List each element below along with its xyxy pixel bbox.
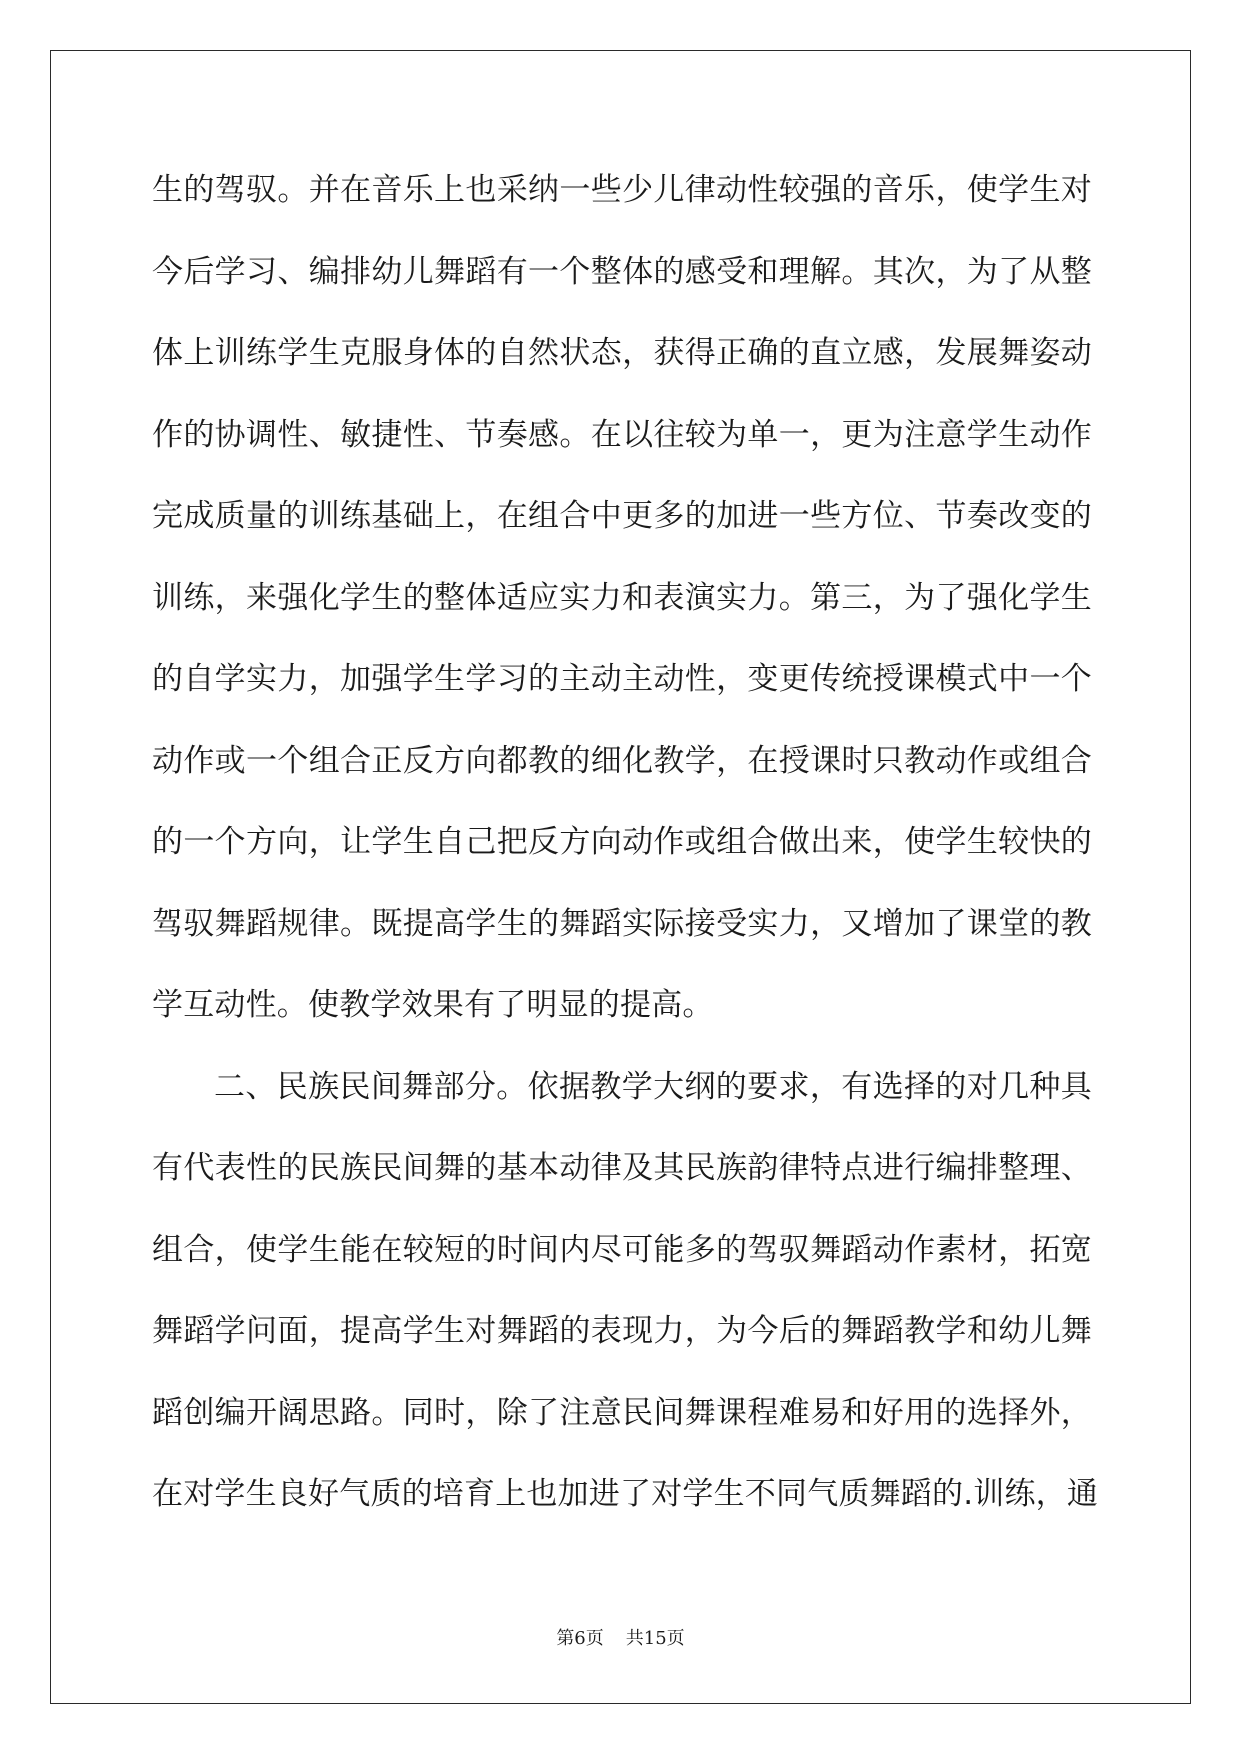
text-line: 完成质量的训练基础上，在组合中更多的加进一些方位、节奏改变的 xyxy=(152,498,1092,534)
text-line: 学互动性。使教学效果有了明显的提高。 xyxy=(152,987,714,1023)
text-line: 的一个方向，让学生自己把反方向动作或组合做出来，使学生较快的 xyxy=(152,824,1092,860)
text-line: 今后学习、编排幼儿舞蹈有一个整体的感受和理解。其次，为了从整 xyxy=(152,253,1092,290)
text-line: 作的协调性、敏捷性、节奏感。在以往较为单一，更为注意学生动作 xyxy=(152,416,1092,453)
text-line: 体上训练学生克服身体的自然状态，获得正确的直立感，发展舞姿动 xyxy=(152,335,1092,371)
text-line: 有代表性的民族民间舞的基本动律及其民族韵律特点进行编排整理、 xyxy=(152,1150,1092,1186)
text-line: 动作或一个组合正反方向都教的细化教学，在授课时只教动作或组合 xyxy=(152,742,1092,779)
text-line: 生的驾驭。并在音乐上也采纳一些少儿律动性较强的音乐，使学生对 xyxy=(152,172,1092,208)
text-line: 训练，来强化学生的整体适应实力和表演实力。第三，为了强化学生 xyxy=(152,579,1092,616)
paragraph-start-line: 二、民族民间舞部分。依据教学大纲的要求，有选择的对几种具 xyxy=(214,1068,1092,1105)
page-total: 共15页 xyxy=(625,1628,685,1649)
text-line: 驾驭舞蹈规律。既提高学生的舞蹈实际接受实力，又增加了课堂的教 xyxy=(152,905,1092,942)
body-text xyxy=(152,150,1099,1536)
text-line: 蹈创编开阔思路。同时，除了注意民间舞课程难易和好用的选择外， xyxy=(152,1394,1092,1431)
text-line: 组合，使学生能在较短的时间内尽可能多的驾驭舞蹈动作素材，拓宽 xyxy=(152,1231,1092,1268)
page-footer xyxy=(0,1624,1241,1650)
text-line: 在对学生良好气质的培育上也加进了对学生不同气质舞蹈的.训练，通 xyxy=(152,1476,1099,1512)
text-line: 舞蹈学问面，提高学生对舞蹈的表现力，为今后的舞蹈教学和幼儿舞 xyxy=(152,1313,1092,1349)
page-number: 第6页 xyxy=(556,1628,604,1649)
text-line: 的自学实力，加强学生学习的主动主动性，变更传统授课模式中一个 xyxy=(152,661,1092,697)
